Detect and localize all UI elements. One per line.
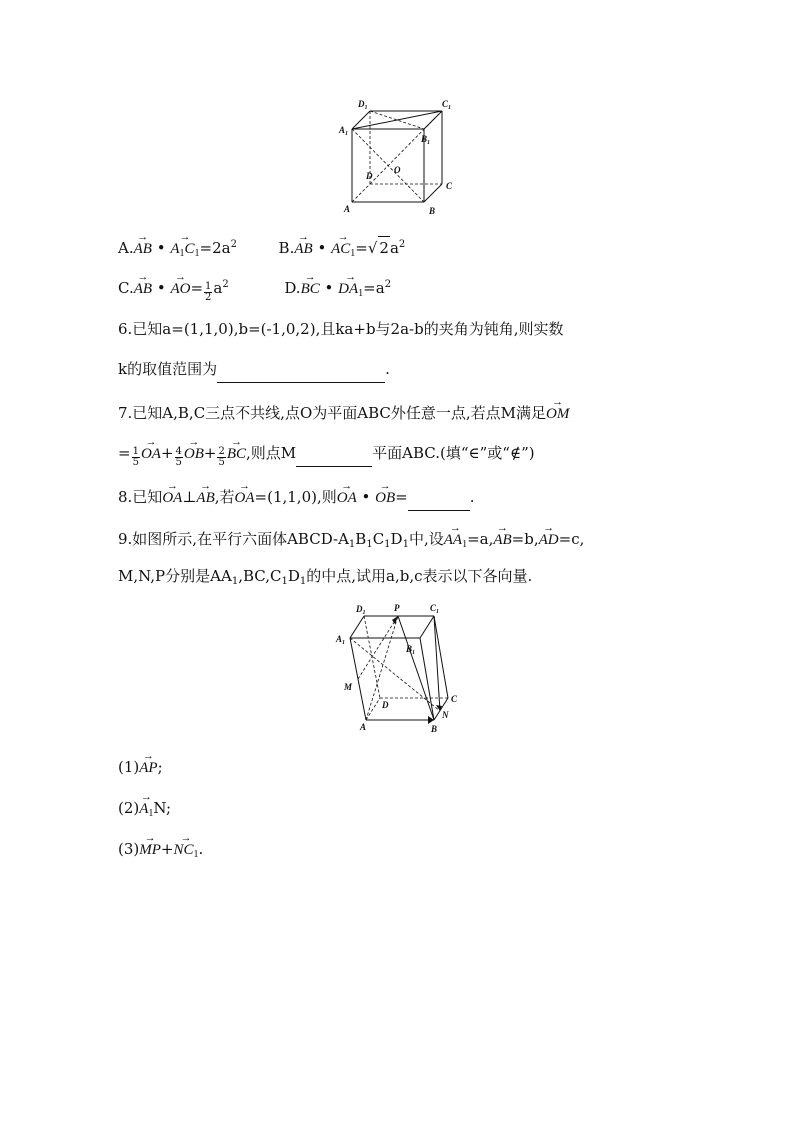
label2-P: P	[394, 603, 400, 613]
label-C1: $C_1$	[442, 99, 452, 111]
label-O: O	[394, 165, 401, 175]
q6-line2: k的取值范围为 .	[118, 358, 390, 383]
label-A: A	[344, 204, 351, 214]
q9-line1: 9.如图所示,在平行六面体ABCD-$A_1B_1C_1D_1$中,设→ $AA_1=a,\to AB=b,\to AD=c$,	[118, 528, 584, 556]
label-A1: $A_1$	[339, 125, 349, 137]
label2-C: C	[451, 694, 458, 704]
q7-answer-blank[interactable]	[296, 444, 372, 467]
label2-B: B	[431, 724, 438, 734]
label2-A1: $A_1$	[336, 634, 346, 646]
q9-line2: M,N,P分别是$AA_1,BC,C_1D_1$的中点,试用a,b,c表示以下各向量.	[118, 567, 533, 587]
q5-options-row1: A.→ AB • → $A_1C_1=2a^2$ B.→ AB • → $AC_1=√$ $2a^2$	[118, 234, 405, 265]
label2-D: D	[382, 700, 389, 710]
label2-B1: $B_1$	[406, 644, 416, 656]
label-D: D	[366, 171, 373, 181]
q9-part2: $(2)\to A_1N$;	[118, 797, 171, 825]
q8-line: 8.已知→ OA⊥→ AB,若→ OA=(1,1,0),则→ OA • → OB= .	[118, 486, 475, 511]
q7-line1: 7.已知A,B,C三点不共线,点O为平面ABC外任意一点,若点M满足→ OM	[118, 402, 569, 425]
q9-part1: (1)→ AP;	[118, 756, 163, 779]
cube-figure	[330, 96, 470, 221]
q6-line1: 6.已知a=(1,1,0),b=(-1,0,2),且ka+b与2a-b的夹角为钝角,则实数	[118, 320, 564, 338]
label2-C1: $C_1$	[430, 603, 440, 615]
parallelepiped-figure	[330, 598, 470, 738]
label2-D1: $D_1$	[356, 604, 366, 616]
label-D1: $D_1$	[358, 99, 368, 111]
label-C: C	[446, 181, 453, 191]
q7-line2: = $\frac{1}{5}$ → OA+ $\frac{4}{5}$ → OB+ $\frac{2}{5}$ → BC,则点M 平面ABC.(填“∈”或“∉”)	[118, 442, 535, 468]
q6-answer-blank[interactable]	[217, 360, 385, 383]
q9-part3: $(3)\to MP+\to NC_1$.	[118, 838, 203, 866]
label2-A: A	[360, 722, 367, 732]
label2-M: M	[344, 682, 353, 692]
q5-options-row2: C.→ AB • → AO= $\frac{1}{2}$ $a^2$ D.→ BC • → $DA_1=a^2$	[118, 274, 391, 305]
q8-answer-blank[interactable]	[408, 488, 470, 511]
label-B: B	[429, 206, 436, 216]
label2-N: N	[442, 710, 449, 720]
label-B1: $B_1$	[421, 134, 431, 146]
